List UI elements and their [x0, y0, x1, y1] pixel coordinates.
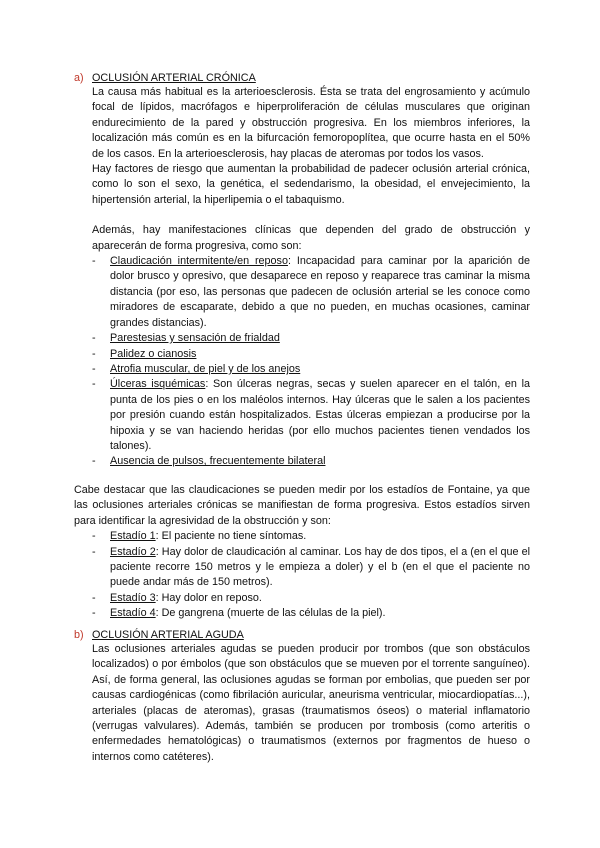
paragraph-risk-factors: Hay factores de riesgo que aumentan la probabilidad de padecer oclusión arterial crónica, como lo son el sexo, la genética, el sedendarismo, la obesidad, el envejecimiento, la hipertensión arterial, la hiperlipemia o el tabaquismo.	[92, 163, 530, 206]
stage-term: Estadío 1	[110, 530, 156, 543]
list-item-term: Claudicación intermitente/en reposo	[110, 255, 288, 268]
section-chronic-occlusion	[74, 71, 530, 470]
stage-term: Estadío 4	[110, 607, 156, 620]
stage-desc: : Hay dolor de claudicación al caminar. Los hay de dos tipos, el a (en el que el paciente recorre 150 metros y le empieza a doler) y el b (en el que el paciente no puede andar más de 150 metros).	[110, 545, 530, 589]
section-a-heading	[74, 71, 530, 85]
list-item	[92, 591, 530, 606]
list-item-term: Úlceras isquémicas	[110, 378, 206, 391]
stage-desc: : Hay dolor en reposo.	[155, 591, 262, 604]
list-item	[92, 454, 530, 469]
list-item-term: Ausencia de pulsos, frecuentemente bilateral	[110, 455, 326, 468]
stage-term: Estadío 2	[110, 545, 156, 558]
list-item	[92, 254, 530, 331]
list-item	[92, 606, 530, 621]
section-b-heading	[74, 628, 530, 642]
section-a-marker: a)	[74, 72, 84, 84]
list-item-desc: : Son úlceras negras, secas y suelen aparecer en el talón, en la punta de los pies o en los maléolos internos. Hay úlceras que le salen a los pacientes por presión cuando están hospitalizados. Estas úlceras empiezan a producirse por la hipoxia y se van haciendo heridas (por ello muchos pacientes tienen vendados los talones).	[110, 378, 531, 452]
list-item	[92, 529, 530, 544]
paragraph-manifestations-intro: Además, hay manifestaciones clínicas que dependen del grado de obstrucción y aparecerán de forma progresiva, como son:	[92, 224, 530, 252]
list-item	[92, 362, 530, 377]
section-b-body	[92, 642, 530, 765]
section-b-marker: b)	[74, 629, 84, 641]
stage-desc: : De gangrena (muerte de las células de la piel).	[155, 607, 386, 620]
list-item	[92, 331, 530, 346]
list-item	[92, 377, 530, 454]
paragraph-causes: La causa más habitual es la arterioesclerosis. Ésta se trata del engrosamiento y acúmulo focal de lípidos, macrófagos e hiperproliferación de células musculares que originan endurecimiento de la pared y obstrucción progresiva. En los miembros inferiores, la localización más común es en la bifurcación femoropoplítea, que ocurre hasta en el 50% de los casos. En la arterioesclerosis, hay placas de ateromas por todos los vasos.	[92, 86, 530, 160]
section-b-title: OCLUSIÓN ARTERIAL AGUDA	[92, 629, 244, 641]
paragraph-acute-causes: Las oclusiones arteriales agudas se pueden producir por trombos (que son obstáculos localizados) o por émbolos (que son obstáculos que se mueven por el torrente sanguíneo). Así, de forma general, las oclusiones agudas se forman por embolias, que pueden ser por causas cardiogénicas (como fibrilación auricular, aneurisma ventricular, miocardiopatías...), arteriales (placas de ateromas), grasas (traumatismos óseos) o material inflamatorio (verrugas valvulares). Además, también se producen por trombosis (como arteritis o enfermedades hematológicas) o traumatismos (externos por fragmentos de hueso o internos como catéteres).	[92, 643, 530, 763]
list-item	[92, 545, 530, 591]
paragraph-gap	[92, 208, 530, 223]
fontaine-stages-list	[92, 529, 530, 621]
section-acute-occlusion	[74, 628, 530, 765]
list-item-term: Palidez o cianosis	[110, 347, 197, 360]
stage-term: Estadío 3	[110, 591, 156, 604]
list-item-term: Parestesias y sensación de frialdad	[110, 332, 280, 345]
manifestations-list	[92, 254, 530, 470]
list-item-desc: : Incapacidad para caminar por la aparición de dolor brusco y opresivo, que desaparece en reposo y reaparece tras caminar la misma distancia (por eso, las personas que padecen de oclusión arterial se les conoce como miradores de escaparate, debido a que no pueden, en muchas ocasiones, caminar grandes distancias).	[110, 255, 531, 329]
list-item	[92, 347, 530, 362]
section-a-title: OCLUSIÓN ARTERIAL CRÓNICA	[92, 72, 256, 84]
stage-desc: : El paciente no tiene síntomas.	[155, 530, 307, 543]
paragraph-fontaine-intro: Cabe destacar que las claudicaciones se pueden medir por los estadíos de Fontaine, ya que las oclusiones arteriales crónicas se manifiestan de forma progresiva. Estos estadíos sirven para identificar la agresividad de la obstrucción y son:	[74, 484, 530, 527]
fontaine-block	[74, 483, 530, 622]
list-item-term: Atrofia muscular, de piel y de los anejos	[110, 362, 301, 375]
section-a-body	[92, 85, 530, 470]
